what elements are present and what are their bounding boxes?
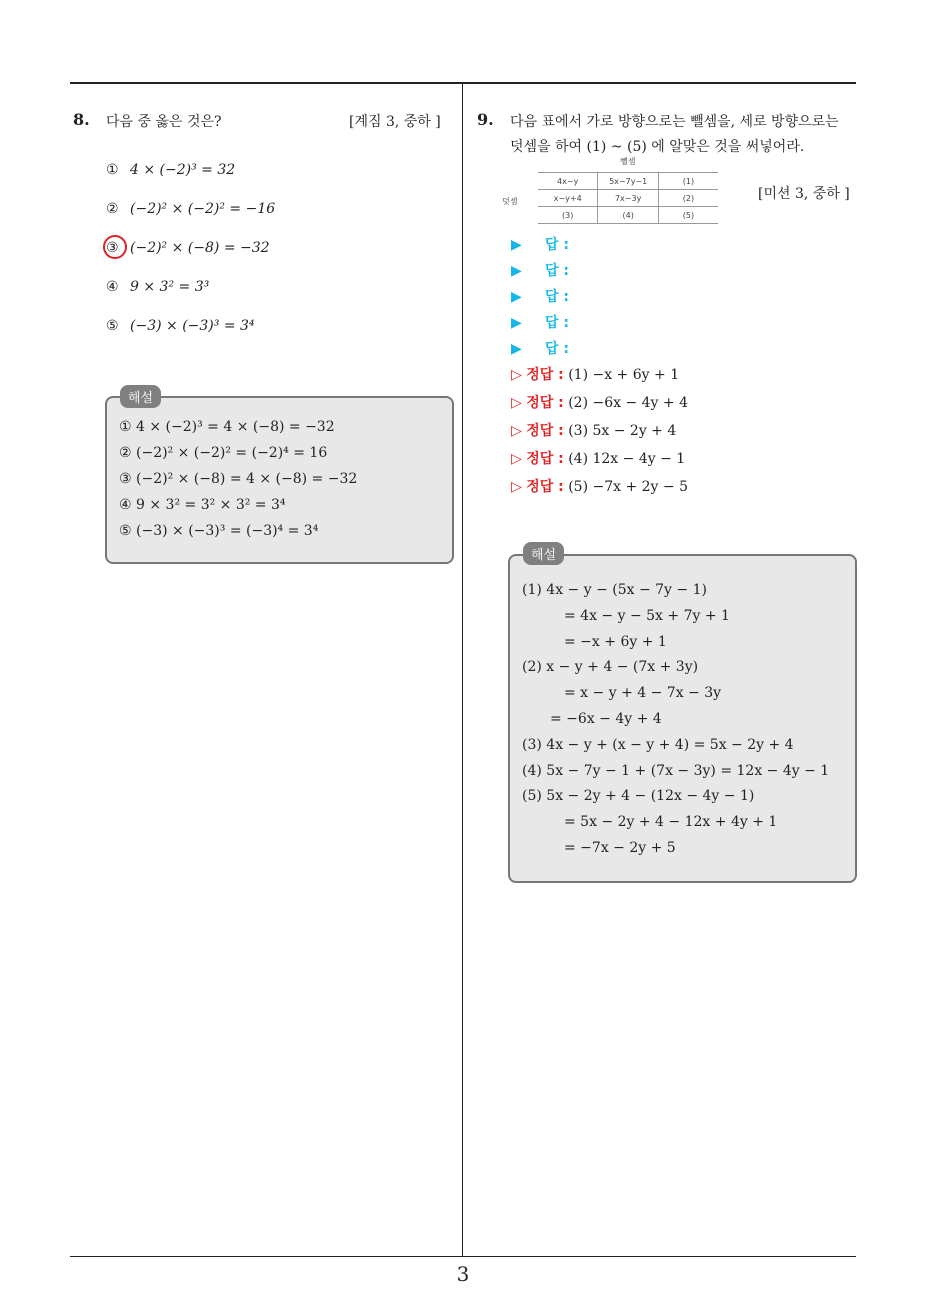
figure-cell: x−y+4 [538,190,598,207]
triangle-right-icon: ▶ [511,289,522,305]
figure-cell: (1) [658,173,718,190]
correct-label: 정답 : [526,451,564,467]
figure-row-header: 덧셈 [502,197,518,206]
triangle-outline-icon: ▷ [511,479,527,495]
choice-expression: 4 × (−2)³ = 32 [130,162,236,178]
q9-meta: [미션 3, 중하 ] [758,186,850,202]
choice-expression: (−2)² × (−2)² = −16 [130,201,276,217]
figure-cell: 5x−7y−1 [598,173,659,190]
q9-question-line1: 다음 표에서 가로 방향으로는 뺄셈을, 세로 방향으로는 [510,114,839,130]
q8-solution-box [105,396,454,564]
selected-answer-mark [103,235,127,259]
correct-label: 정답 : [526,367,564,383]
correct-answer [511,420,851,448]
answer-label: 답 : [545,315,569,331]
solution-line: = −6x − 4y + 4 [550,710,662,727]
correct-answer-text: (1) −x + 6y + 1 [568,367,680,383]
page-number: 3 [456,1262,470,1286]
correct-answer [511,364,851,392]
solution-line: = 4x − y − 5x + 7y + 1 [564,607,730,624]
choice-1[interactable] [106,158,436,197]
choice-expression: 9 × 3² = 3³ [130,279,210,295]
choice-number: ③ [106,240,119,256]
figure-cell: (2) [658,190,718,207]
q8-number: 8. [73,110,90,129]
solution-line: (1) 4x − y − (5x − 7y − 1) [522,582,707,598]
q9-answers [511,234,851,504]
correct-answer [511,392,851,420]
choice-number: ⑤ [106,318,119,334]
answer-blank[interactable] [511,312,851,338]
answer-label: 답 : [545,341,569,357]
answer-label: 답 : [545,237,569,253]
triangle-right-icon: ▶ [511,315,522,331]
solution-line: = x − y + 4 − 7x − 3y [564,685,722,702]
answer-blank[interactable] [511,338,851,364]
column-divider [462,83,463,1257]
solution-line: ④ 9 × 3² = 3² × 3² = 3⁴ [119,497,286,513]
figure-cell: 7x−3y [598,190,659,207]
q9-figure-table [500,156,718,230]
correct-answer-text: (4) 12x − 4y − 1 [568,451,686,467]
q9-question-line2: 덧셈을 하여 (1) ~ (5) 에 알맞은 것을 써넣어라. [510,139,805,155]
choice-3[interactable] [106,236,436,275]
choice-expression: (−2)² × (−8) = −32 [130,240,270,256]
solution-line: = −x + 6y + 1 [564,633,667,650]
q9-number: 9. [477,110,494,129]
solution-line: (2) x − y + 4 − (7x + 3y) [522,659,699,676]
solution-line: ③ (−2)² × (−8) = 4 × (−8) = −32 [119,471,358,487]
figure-column-header: 뺄셈 [620,157,636,166]
q8-meta: [계짐 3, 중하 ] [349,114,441,130]
triangle-right-icon: ▶ [511,263,522,279]
top-rule [70,82,856,84]
triangle-outline-icon: ▷ [511,367,527,383]
solution-line: = 5x − 2y + 4 − 12x + 4y + 1 [564,814,778,831]
solution-line: = −7x − 2y + 5 [564,839,676,856]
choice-number: ④ [106,279,119,295]
choice-expression: (−3) × (−3)³ = 3⁴ [130,318,255,334]
solution-line: ① 4 × (−2)³ = 4 × (−8) = −32 [119,419,335,435]
solution-line: (3) 4x − y + (x − y + 4) = 5x − 2y + 4 [522,736,794,753]
solution-line: ② (−2)² × (−2)² = (−2)⁴ = 16 [119,445,328,461]
triangle-right-icon: ▶ [511,341,522,357]
triangle-outline-icon: ▷ [511,451,527,467]
correct-answer-text: (3) 5x − 2y + 4 [568,423,677,439]
choice-number: ① [106,162,119,178]
choice-number: ② [106,201,119,217]
q8-question: 다음 중 옳은 것은? [106,114,222,130]
correct-label: 정답 : [526,395,564,411]
bottom-rule [70,1256,856,1257]
correct-answer [511,476,851,504]
choice-2[interactable] [106,197,436,236]
q9-solution-tag: 해설 [523,542,564,565]
figure-cell: (4) [598,207,659,224]
answer-blank[interactable] [511,260,851,286]
answer-label: 답 : [545,289,569,305]
q9-solution-box [508,554,857,883]
solution-line: ⑤ (−3) × (−3)³ = (−3)⁴ = 3⁴ [119,523,319,539]
choice-4[interactable] [106,275,436,314]
figure-cell: 4x−y [538,173,598,190]
q8-choices [106,158,436,353]
correct-label: 정답 : [526,479,564,495]
figure-cell: (3) [538,207,598,224]
correct-answer-text: (5) −7x + 2y − 5 [568,479,689,495]
triangle-outline-icon: ▷ [511,395,527,411]
choice-5[interactable] [106,314,436,353]
triangle-outline-icon: ▷ [511,423,527,439]
correct-answer-text: (2) −6x − 4y + 4 [568,395,689,411]
triangle-right-icon: ▶ [511,237,522,253]
q8-solution-tag: 해설 [120,385,161,408]
answer-blank[interactable] [511,234,851,260]
figure-grid [538,172,718,224]
answer-blank[interactable] [511,286,851,312]
correct-answer [511,448,851,476]
solution-line: (5) 5x − 2y + 4 − (12x − 4y − 1) [522,788,755,805]
solution-line: (4) 5x − 7y − 1 + (7x − 3y) = 12x − 4y − 1 [522,762,830,779]
figure-cell: (5) [658,207,718,224]
answer-label: 답 : [545,263,569,279]
correct-label: 정답 : [526,423,564,439]
